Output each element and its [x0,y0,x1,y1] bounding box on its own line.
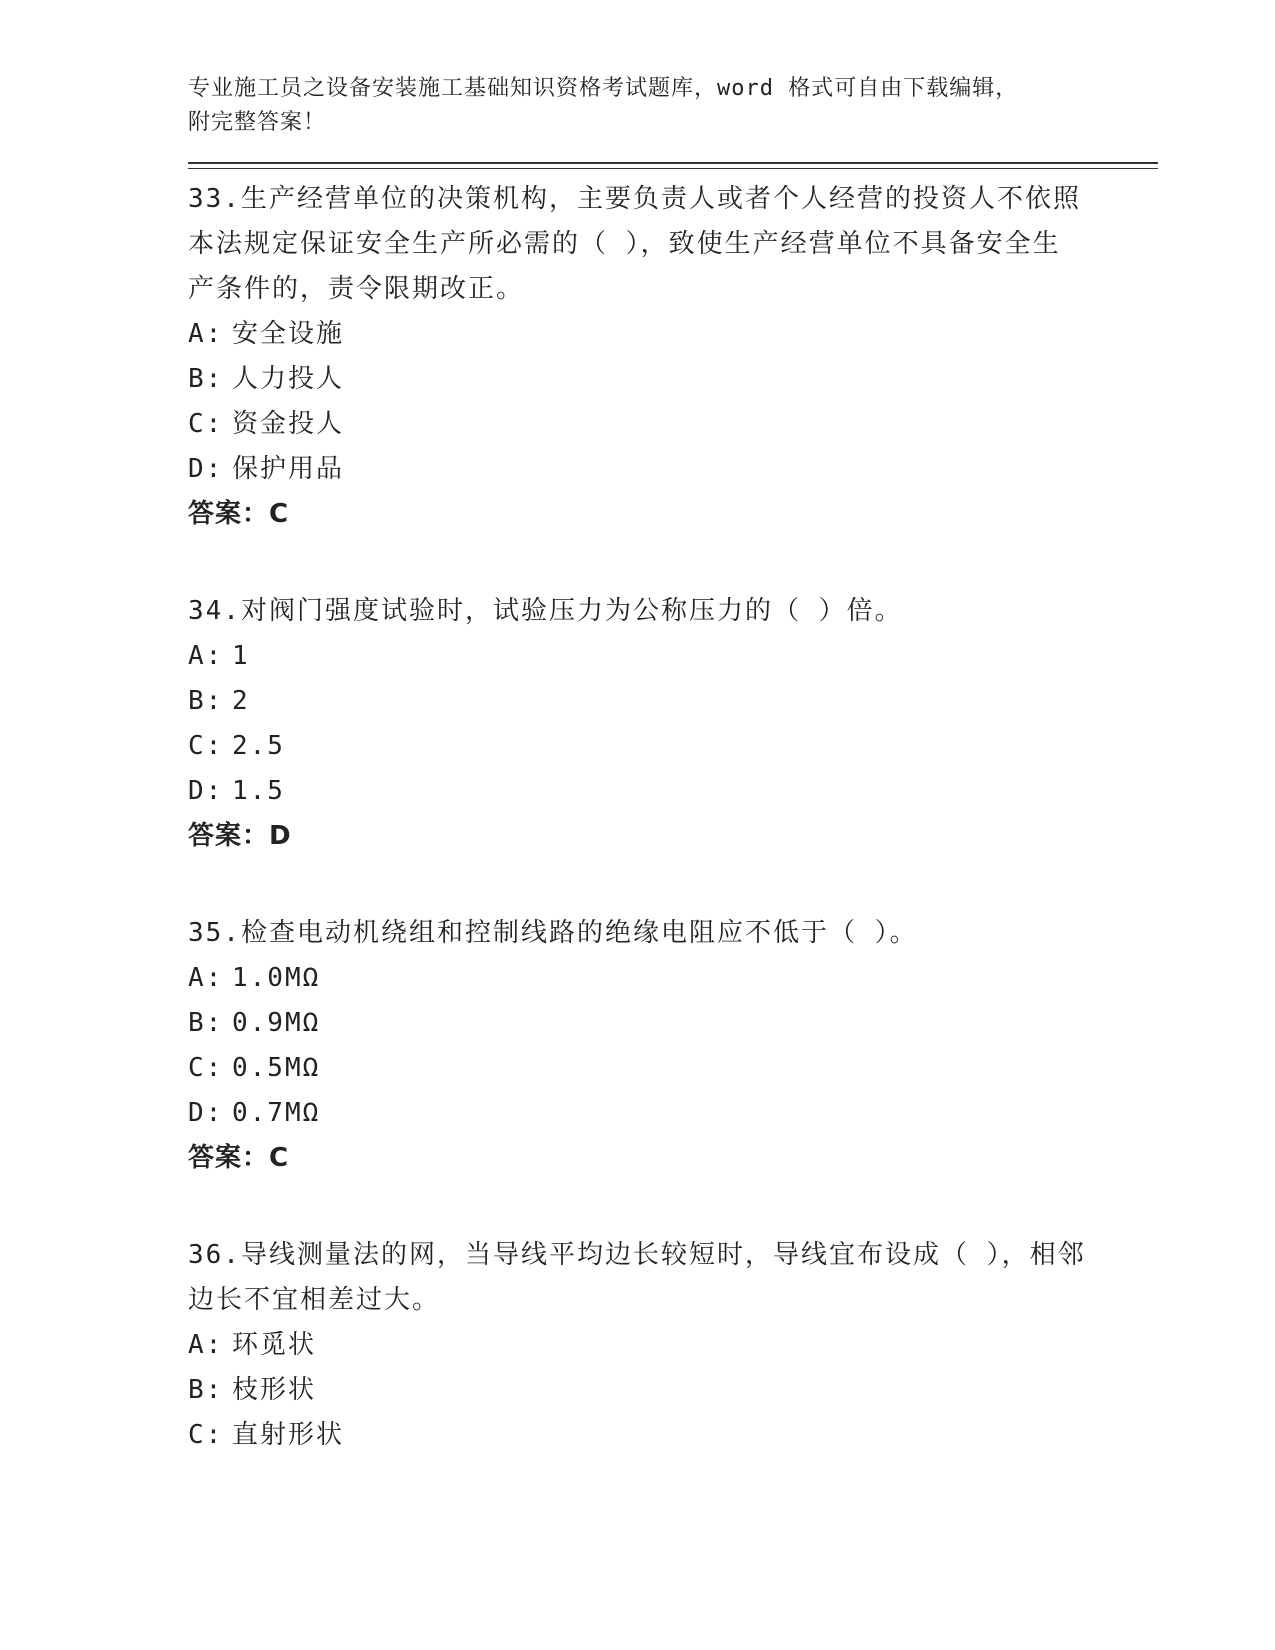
option-key: A: [188,963,224,993]
document-header [188,72,1068,140]
option-key: D: [188,454,224,484]
option-text: 资金投人 [232,409,345,439]
answer-label: 答案：C [188,499,290,529]
option-key: A: [188,319,224,349]
option-key: C: [188,1420,224,1450]
question-33 [188,177,1158,537]
option-a [188,1323,1158,1368]
option-d [188,769,1158,814]
option-text: 保护用品 [232,454,345,484]
option-c [188,724,1158,769]
option-key: C: [188,731,224,761]
question-stem: 35.检查电动机绕组和控制线路的绝缘电阻应不低于（ ）。 [188,918,918,948]
option-text: 枝形状 [232,1375,317,1405]
option-key: B: [188,1008,224,1038]
option-text: 直射形状 [232,1420,345,1450]
option-b [188,679,1158,724]
option-text: 人力投人 [232,364,345,394]
option-text: 0.5MΩ [232,1053,321,1083]
header-line-1: 专业施工员之设备安装施工基础知识资格考试题库，word 格式可自由下载编辑， [188,76,1019,101]
option-d [188,447,1158,492]
header-line-2: 附完整答案！ [188,110,327,135]
option-b [188,357,1158,402]
question-34 [188,589,1158,859]
question-stem: 33.生产经营单位的决策机构，主要负责人或者个人经营的投资人不依照本法规定保证安全生产所必需的（ ），致使生产经营单位不具备安全生产条件的，责令限期改正。 [188,184,1081,304]
option-text: 2 [232,686,250,716]
option-key: C: [188,409,224,439]
option-key: D: [188,776,224,806]
question-gap [188,859,1158,903]
document-page [188,72,1158,1458]
option-text: 0.9MΩ [232,1008,321,1038]
option-key: B: [188,1375,224,1405]
answer-label: 答案：D [188,821,292,851]
option-a [188,312,1158,357]
option-key: A: [188,641,224,671]
question-35 [188,911,1158,1181]
question-36 [188,1233,1158,1458]
option-text: 0.7MΩ [232,1098,321,1128]
option-key: B: [188,364,224,394]
option-text: 1 [232,641,250,671]
option-text: 2.5 [232,731,285,761]
option-a [188,956,1158,1001]
option-c [188,1046,1158,1091]
answer-label: 答案：C [188,1143,290,1173]
option-text: 1.5 [232,776,285,806]
question-gap [188,1181,1158,1225]
option-c [188,1413,1158,1458]
option-key: B: [188,686,224,716]
question-stem: 36.导线测量法的网，当导线平均边长较短时，导线宜布设成（ ），相邻边长不宜相差过大。 [188,1240,1086,1315]
question-gap [188,537,1158,581]
option-text: 环觅状 [232,1330,317,1360]
option-b [188,1368,1158,1413]
option-b [188,1001,1158,1046]
option-c [188,402,1158,447]
option-key: C: [188,1053,224,1083]
header-divider [188,162,1158,169]
option-text: 1.0MΩ [232,963,321,993]
option-a [188,634,1158,679]
option-text: 安全设施 [232,319,345,349]
option-key: A: [188,1330,224,1360]
option-key: D: [188,1098,224,1128]
question-stem: 34.对阀门强度试验时，试验压力为公称压力的（ ）倍。 [188,596,903,626]
option-d [188,1091,1158,1136]
